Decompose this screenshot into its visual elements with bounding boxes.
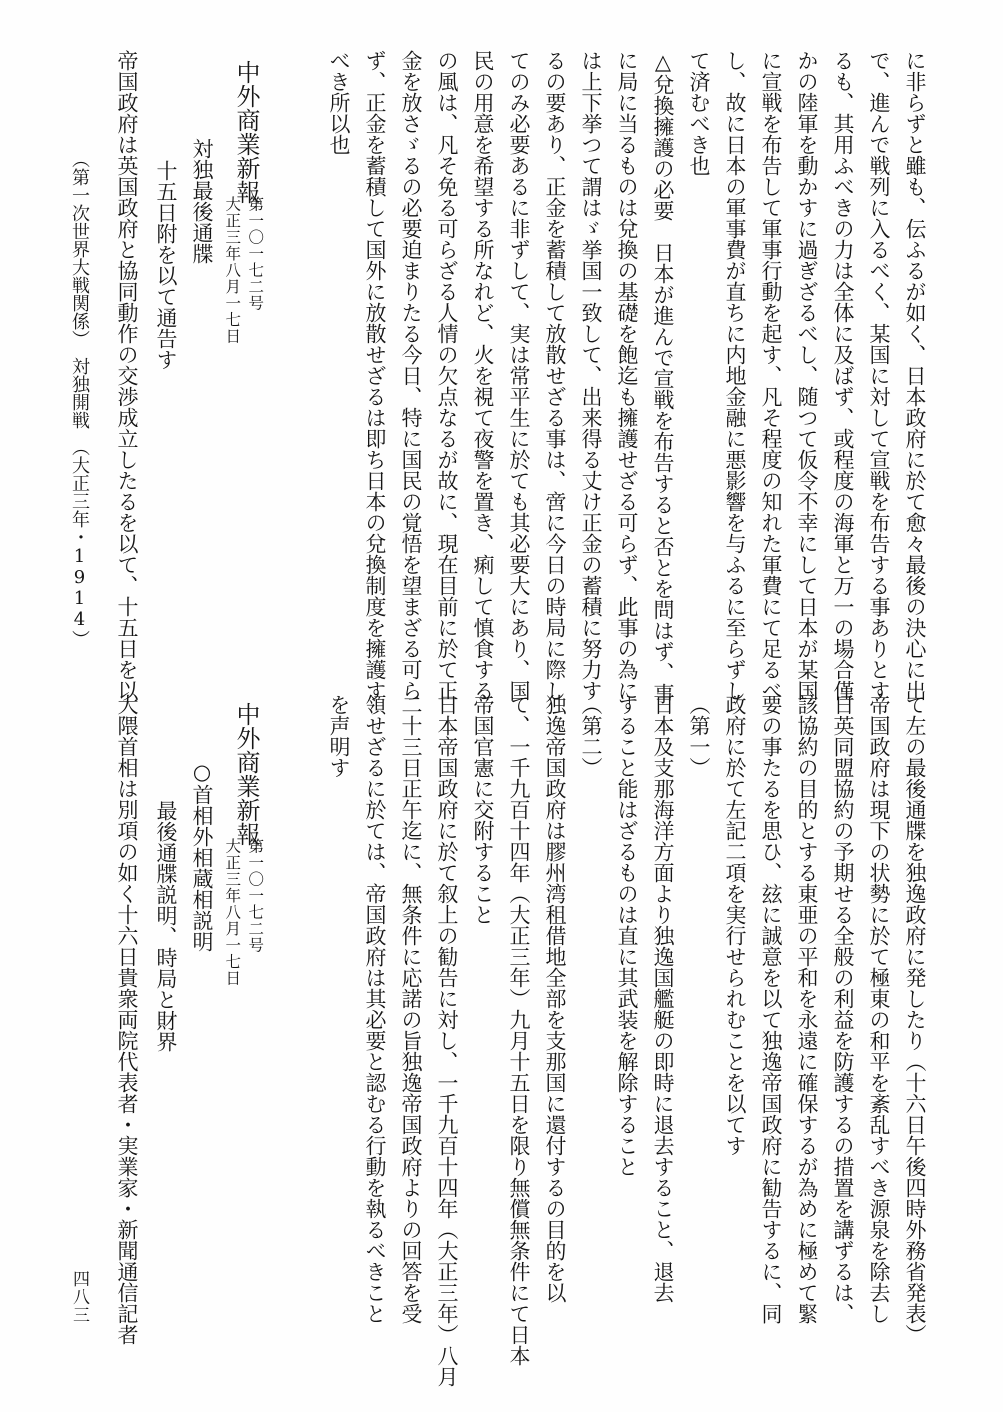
lower-body-line: 日本帝国政府に於て叙上の勧告に対し、一千九百十四年（大正三年）八月: [435, 694, 459, 1387]
lower-issue-date: 大正三年八月一七日: [223, 838, 242, 987]
lower-lead-line: 大隈首相は別項の如く十六日貴衆両院代表者・実業家・新聞通信記者: [115, 694, 139, 1345]
lower-body-line: 日英同盟協約の予期せる全般の利益を防護するの措置を講ずるは、: [831, 694, 855, 1324]
lower-body-line: 政府に於て左記二項を実行せられむことを以てす: [723, 694, 747, 1156]
lower-newspaper-title: 中外商業新報: [232, 702, 260, 846]
upper-newspaper-title: 中外商業新報: [232, 60, 260, 204]
lower-body-line: （第二）: [579, 694, 603, 778]
upper-issue-date: 大正三年八月一七日: [223, 196, 242, 345]
upper-body-line: し、故に日本の軍事費が直ちに内地金融に悪影響を与ふるに至らずし: [723, 50, 747, 701]
lower-body-line: 領せざるに於ては、帝国政府は其必要と認むる行動を執るべきこと: [363, 694, 387, 1324]
upper-body-line: に非らずと雖も、伝ふるが如く、日本政府に於て愈々最後の決心に出: [903, 50, 927, 701]
lower-issue-number: 第一〇一七二号: [246, 838, 265, 954]
upper-sub-heading: 十五日附を以て通告す: [154, 160, 178, 370]
page-number: 四八三: [69, 1270, 89, 1324]
upper-body-line: べき所以也: [327, 50, 351, 155]
upper-body-line: は上下挙つて謂はゞ挙国一致して、出来得る丈け正金の蓄積に努力す: [579, 50, 603, 701]
lower-body-line: 該協約の目的とする東亜の平和を永遠に確保するが為めに極めて緊: [795, 694, 819, 1324]
lower-body-line: （第一）: [687, 694, 711, 778]
upper-body-line: ず、正金を蓄積して国外に放散せざるは即ち日本の兌換制度を擁護す: [363, 50, 387, 701]
lower-sub-heading: 最後通牒説明、時局と財界: [154, 800, 178, 1052]
upper-body-line: 金を放さゞるの必要迫まりたる今日、特に国民の覚悟を望まざる可ら: [399, 50, 423, 701]
lower-body-line: 帝国官憲に交附すること: [471, 694, 495, 925]
lower-body-line: 要の事たるを思ひ、玆に誠意を以て独逸帝国政府に勧告するに、同: [759, 694, 783, 1324]
upper-body-line: に宣戦を布告して軍事行動を起す、凡そ程度の知れた軍費にて足るべ: [759, 50, 783, 701]
lower-body-line: て、一千九百十四年（大正三年）九月十五日を限り無償無条件にて日本: [507, 694, 531, 1366]
section-divider: [95, 672, 955, 673]
running-head: （第一次世界大戦関係） 対独開戦 （大正三年・1914）: [69, 150, 90, 648]
lower-article-heading: ○首相外相蔵相説明: [190, 760, 214, 952]
lower-body-line: を声明す: [327, 694, 351, 778]
lower-body-line: 二十三日正午迄に、無条件に応諾の旨独逸帝国政府よりの回答を受: [399, 694, 423, 1324]
upper-body-line: △兌換擁護の必要 日本が進んで宣戦を布告すると否とを問はず、事: [651, 50, 675, 704]
lower-body-line: て左の最後通牒を独逸政府に発したり（十六日午後四時外務省発表）: [903, 694, 927, 1345]
upper-body-line: 民の用意を希望する所なれど、火を視て夜警を置き、痢して慎食する: [471, 50, 495, 701]
upper-body-line: で、進んで戦列に入るべく、某国に対して宣戦を布告する事ありとす: [867, 50, 891, 701]
upper-body-line: るも、其用ふべきの力は全体に及ばず、或程度の海軍と万一の場合僅: [831, 50, 855, 701]
upper-body-line: かの陸軍を動かすに過ぎざるべし、随つて仮令不幸にして日本が某国: [795, 50, 819, 701]
upper-article-heading: 対独最後通牒: [190, 138, 214, 264]
lower-body-line: 帝国政府は現下の状勢に於て極東の和平を紊乱すべき源泉を除去し: [867, 694, 891, 1324]
upper-body-line: るの要あり、正金を蓄積して放散せざる事は、啻に今日の時局に際し: [543, 50, 567, 701]
upper-body-line: て済むべき也: [687, 50, 711, 176]
upper-body-line: てのみ必要あるに非ずして、実は常平生に於ても其必要大にあり、国: [507, 50, 531, 701]
lower-body-line: 日本及支那海洋方面より独逸国艦艇の即時に退去すること、退去: [651, 694, 675, 1303]
upper-issue-number: 第一〇一七二号: [246, 196, 265, 312]
lower-body-line: すること能はざるものは直に其武装を解除すること: [615, 694, 639, 1177]
upper-lead-line: 帝国政府は英国政府と協同動作の交渉成立したるを以て、十五日を以: [115, 50, 139, 701]
lower-body-line: 独逸帝国政府は膠州湾租借地全部を支那国に還付するの目的を以: [543, 694, 567, 1303]
upper-body-line: の風は、凡そ免る可らざる人情の欠点なるが故に、現在目前に於て正: [435, 50, 459, 701]
upper-body-line: に局に当るものは兌換の基礎を飽迄も擁護せざる可らず、此事の為に: [615, 50, 639, 701]
